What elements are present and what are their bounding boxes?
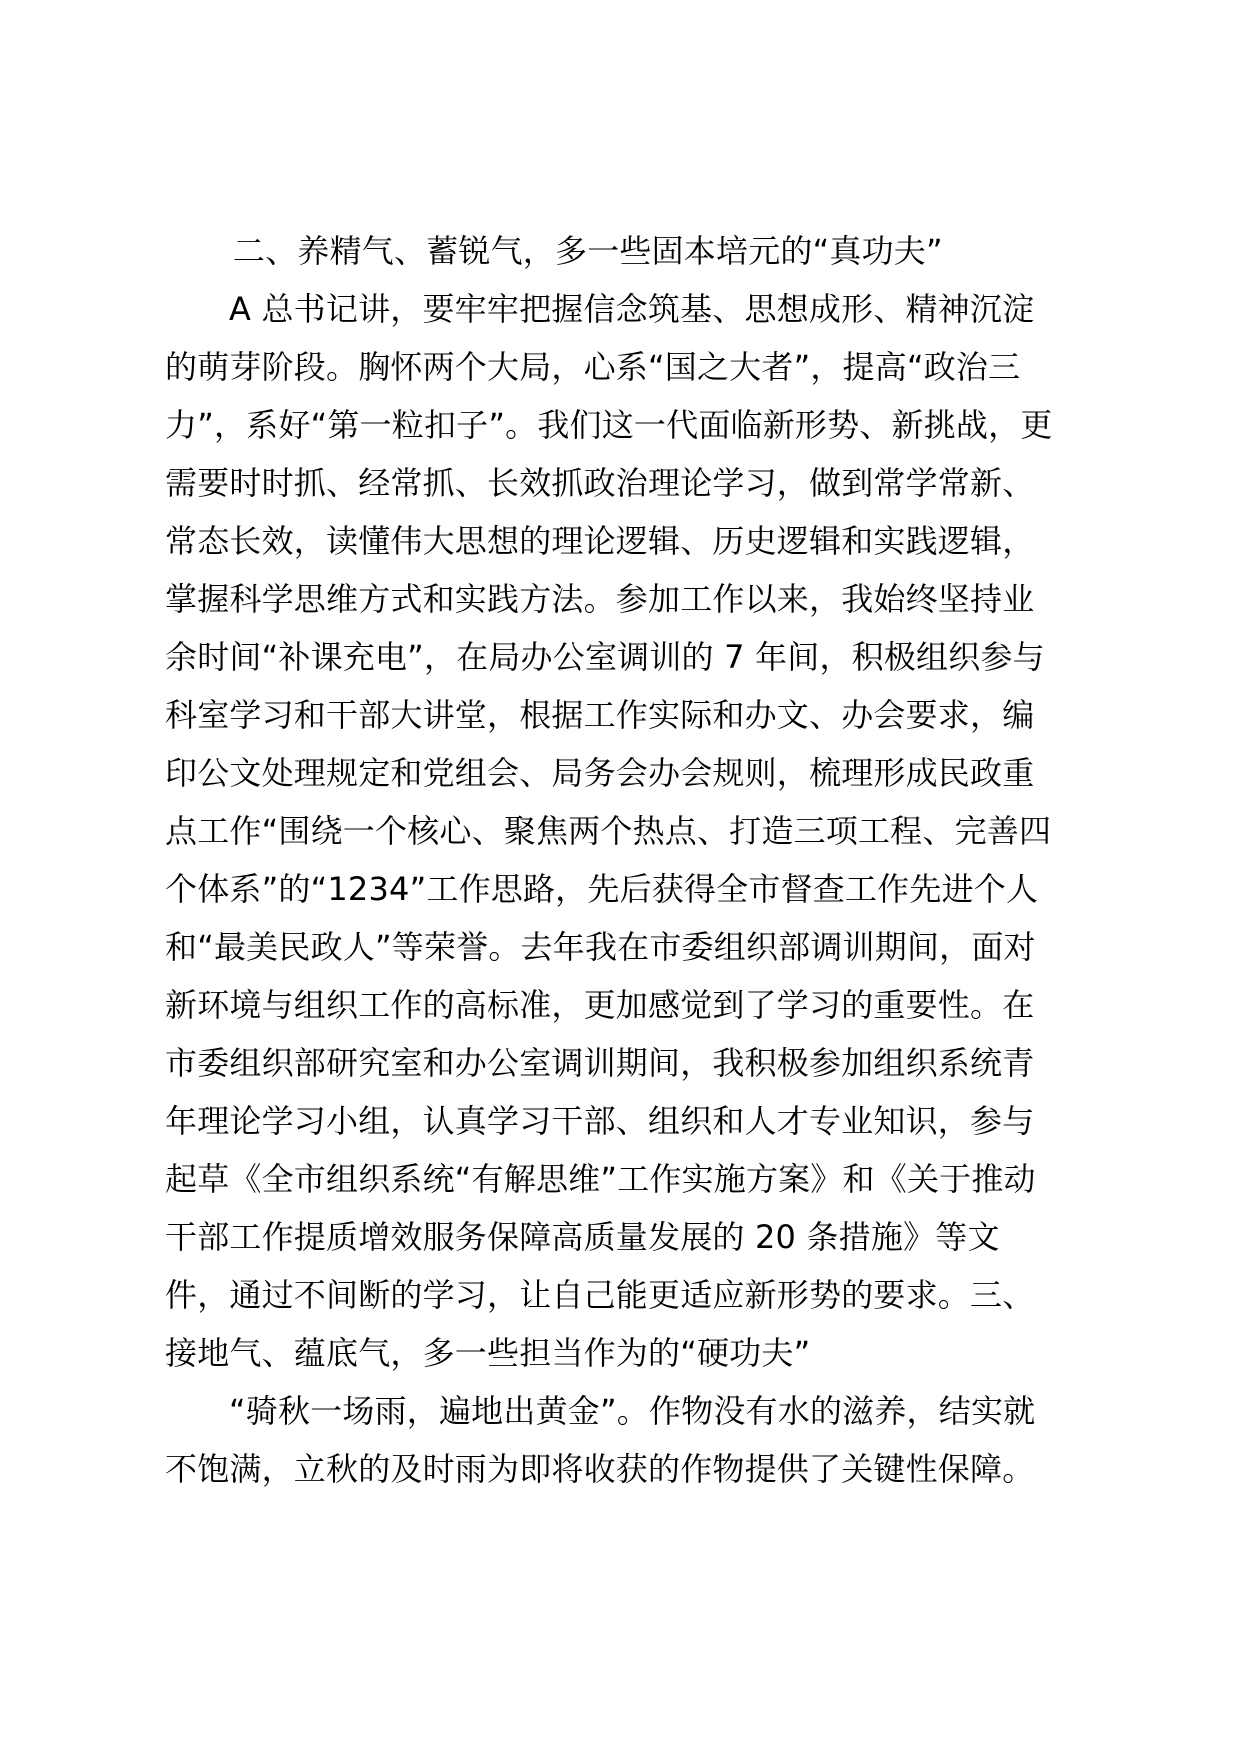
paragraph-line: 余时间“补课充电”，在局办公室调训的 7 年间，积极组织参与 bbox=[165, 638, 1045, 676]
paragraph-line: 的萌芽阶段。胸怀两个大局，心系“国之大者”，提高“政治三 bbox=[165, 348, 1021, 386]
paragraph-line: 需要时时抓、经常抓、长效抓政治理论学习，做到常学常新、 bbox=[165, 464, 1035, 502]
paragraph-line: “骑秋一场雨，遍地出黄金”。作物没有水的滋养，结实就 bbox=[229, 1392, 1036, 1430]
paragraph-line: 不饱满，立秋的及时雨为即将收获的作物提供了关键性保障。 bbox=[165, 1450, 1035, 1488]
paragraph-line: 印公文处理规定和党组会、局务会办会规则，梳理形成民政重 bbox=[165, 754, 1035, 792]
paragraph-line: 和“最美民政人”等荣誉。去年我在市委组织部调训期间，面对 bbox=[165, 928, 1036, 966]
paragraph-line: 科室学习和干部大讲堂，根据工作实际和办文、办会要求，编 bbox=[165, 696, 1035, 734]
body-text bbox=[165, 222, 1085, 1498]
paragraph-line: 市委组织部研究室和办公室调训期间，我积极参加组织系统青 bbox=[165, 1044, 1035, 1082]
paragraph-line: 力”，系好“第一粒扣子”。我们这一代面临新形势、新挑战，更 bbox=[165, 406, 1053, 444]
section-heading-2: 二、养精气、蓄锐气，多一些固本培元的“真功夫” bbox=[233, 232, 943, 270]
paragraph-line: 新环境与组织工作的高标准，更加感觉到了学习的重要性。在 bbox=[165, 986, 1035, 1024]
section-heading-3: 接地气、蕴底气，多一些担当作为的“硬功夫” bbox=[165, 1334, 811, 1372]
paragraph-line: 件，通过不间断的学习，让自己能更适应新形势的要求。三、 bbox=[165, 1276, 1035, 1314]
paragraph-line: A 总书记讲，要牢牢把握信念筑基、思想成形、精神沉淀 bbox=[229, 290, 1035, 328]
paragraph-line: 干部工作提质增效服务保障高质量发展的 20 条措施》等文 bbox=[165, 1218, 1000, 1256]
paragraph-line: 起草《全市组织系统“有解思维”工作实施方案》和《关于推动 bbox=[165, 1160, 1036, 1198]
paragraph-line: 点工作“围绕一个核心、聚焦两个热点、打造三项工程、完善四 bbox=[165, 812, 1052, 850]
paragraph-line: 掌握科学思维方式和实践方法。参加工作以来，我始终坚持业 bbox=[165, 580, 1035, 618]
paragraph-line: 常态长效，读懂伟大思想的理论逻辑、历史逻辑和实践逻辑， bbox=[165, 522, 1035, 560]
paragraph-line: 年理论学习小组，认真学习干部、组织和人才专业知识，参与 bbox=[165, 1102, 1035, 1140]
paragraph-line: 个体系”的“1234”工作思路，先后获得全市督查工作先进个人 bbox=[165, 870, 1039, 908]
